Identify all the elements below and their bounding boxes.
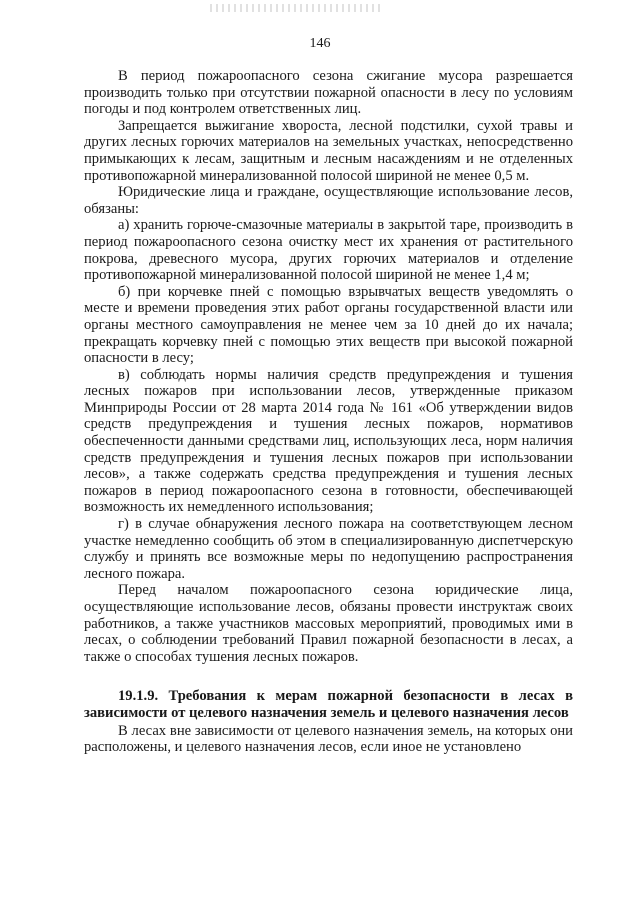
document-body <box>84 68 573 756</box>
paragraph-instruction: Перед началом пожароопасного сезона юридические лица, осуществляющие использование лесов, обязаны провести инструктаж своих работников, а также участников массовых мероприятий, проводимых ими в лесах, о соблюдении требований Правил пожарной безопасности в лесах, а также о способах тушения лесных пожаров. <box>84 582 573 665</box>
paragraph-burning-prohibited: Запрещается выжигание хвороста, лесной подстилки, сухой травы и других лесных горючих материалов на земельных участках, непосредственно примыкающих к лесам, защитным и лесным насаждениям и не отделенных противопожарной минерализованной полосой шириной не менее 0,5 м. <box>84 117 573 184</box>
paragraph-item-a: а) хранить горюче-смазочные материалы в закрытой таре, производить в период пожароопасного сезона очистку мест их хранения от растительного покрова, древесного мусора, других горючих материалов и отделение противопожарной минерализованной полосой шириной не менее 1,4 м; <box>84 217 573 284</box>
paragraph-item-g: г) в случае обнаружения лесного пожара на соответствующем лесном участке немедленно сообщить об этом в специализированную диспетчерскую службу и принять все возможные меры по недопущению распространения лесного пожара. <box>84 516 573 582</box>
section-heading: 19.1.9. Требования к мерам пожарной безопасности в лесах в зависимости от целевого назначения земель и целевого назначения лесов <box>84 688 573 721</box>
paragraph-obligations-intro: Юридические лица и граждане, осуществляющие использование лесов, обязаны: <box>84 184 573 217</box>
page-number: 146 <box>309 36 331 51</box>
paragraph-item-v: в) соблюдать нормы наличия средств предупреждения и тушения лесных пожаров при использовании лесов, утвержденные приказом Минприроды России от 28 марта 2014 года № 161 «Об утверждении видов средств предупреждения и тушения лесных пожаров, нормативов обеспеченности данными средствами лиц, использующих леса, норм наличия средств предупреждения и тушения лесных пожаров при использовании лесов», а также содержать средства предупреждения и тушения лесных пожаров в период пожароопасного сезона в готовности, обеспечивающей возможность их немедленного использования; <box>84 366 573 516</box>
paragraph-item-b: б) при корчевке пней с помощью взрывчатых веществ уведомлять о месте и времени проведения этих работ органы государственной власти или органы местного самоуправления не менее чем за 10 дней до их начала; прекращать корчевку пней с помощью этих веществ при высокой пожарной опасности в лесу; <box>84 283 573 367</box>
scan-artifact <box>210 4 380 12</box>
paragraph-section-start: В лесах вне зависимости от целевого назначения земель, на которых они расположены, и целевого назначения лесов, если иное не установлено <box>84 722 573 756</box>
paragraph-burning-garbage: В период пожароопасного сезона сжигание мусора разрешается производить только при отсутствии пожарной опасности в лесу по условиям погоды и под контролем ответственных лиц. <box>84 68 573 118</box>
